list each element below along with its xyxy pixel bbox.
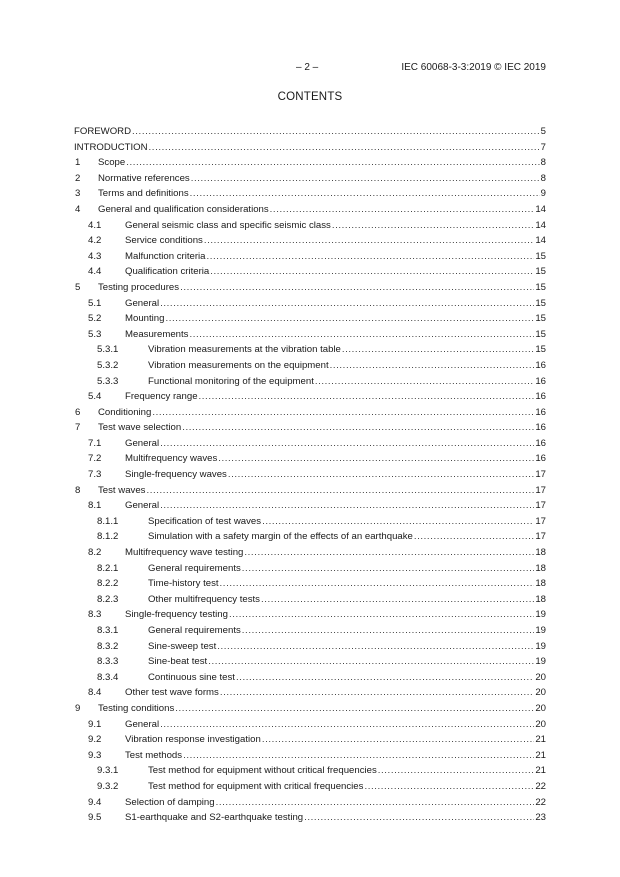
toc-entry[interactable] <box>74 717 546 733</box>
toc-entry-number: 8.3.3 <box>97 656 119 668</box>
toc-entry-number: 8.1.2 <box>97 531 119 543</box>
toc-entry-label: Other multifrequency tests <box>148 592 261 608</box>
toc-leader-dots <box>180 280 534 296</box>
toc-entry-label: Test wave selection <box>98 420 182 436</box>
toc-entry-page: 16 <box>535 391 546 403</box>
toc-entry-page: 17 <box>535 484 546 496</box>
toc-leader-dots <box>242 561 535 577</box>
toc-entry-label: Multifrequency wave testing <box>125 545 244 561</box>
toc-entry[interactable] <box>74 171 546 187</box>
toc-entry-page: 15 <box>535 250 546 262</box>
toc-leader-dots <box>262 514 534 530</box>
toc-entry-page: 19 <box>535 656 546 668</box>
toc-entry[interactable] <box>74 327 546 343</box>
toc-entry-number: 5.3.3 <box>97 375 119 387</box>
toc-entry-page: 18 <box>535 578 546 590</box>
toc-entry-page: 17 <box>535 469 546 481</box>
toc-entry-page: 7 <box>540 141 546 153</box>
toc-leader-dots <box>126 155 539 171</box>
toc-entry-label: Frequency range <box>125 389 199 405</box>
toc-entry-label: Test method for equipment with critical frequencies <box>148 779 364 795</box>
toc-entry[interactable] <box>74 732 546 748</box>
toc-leader-dots <box>218 451 534 467</box>
toc-entry-label: Sine-beat test <box>148 654 208 670</box>
toc-entry-number: 9.3.1 <box>97 765 119 777</box>
toc-entry-number: 7.2 <box>88 453 102 465</box>
toc-leader-dots <box>304 810 534 826</box>
toc-leader-dots <box>190 186 540 202</box>
toc-entry-label: Continuous sine test <box>148 670 236 686</box>
toc-leader-dots <box>204 233 534 249</box>
toc-leader-dots <box>149 140 540 156</box>
toc-entry-number: 8.3 <box>88 609 102 621</box>
toc-entry[interactable] <box>74 280 546 296</box>
toc-entry[interactable] <box>74 701 546 717</box>
toc-leader-dots <box>189 327 534 343</box>
toc-entry[interactable] <box>74 296 546 312</box>
toc-leader-dots <box>191 171 540 187</box>
toc-entry-number: 7.1 <box>88 437 102 449</box>
toc-leader-dots <box>236 670 534 686</box>
toc-entry-label: S1-earthquake and S2-earthquake testing <box>125 810 304 826</box>
toc-entry-page: 22 <box>535 796 546 808</box>
toc-entry-number: 5.3.2 <box>97 359 119 371</box>
toc-entry-label: General seismic class and specific seismic class <box>125 218 332 234</box>
page-header-standard: IEC 60068-3-3:2019 © IEC 2019 <box>401 62 546 73</box>
toc-leader-dots <box>244 545 534 561</box>
toc-entry-label: Conditioning <box>98 405 152 421</box>
toc-entry-label: Vibration response investigation <box>125 732 262 748</box>
toc-entry-page: 5 <box>540 126 546 137</box>
toc-entry[interactable] <box>74 483 546 499</box>
toc-entry-page: 8 <box>540 172 546 184</box>
toc-entry[interactable] <box>74 358 546 374</box>
toc-leader-dots <box>364 779 534 795</box>
toc-entry-page: 20 <box>535 687 546 699</box>
toc-entry[interactable] <box>74 374 546 390</box>
toc-entry[interactable] <box>74 748 546 764</box>
toc-entry-label: Vibration measurements on the equipment <box>148 358 330 374</box>
toc-entry-number: 7 <box>75 422 81 434</box>
toc-entry-label: Other test wave forms <box>125 685 220 701</box>
toc-entry-number: 8.2.1 <box>97 562 119 574</box>
toc-entry-label: Test method for equipment without critical frequencies <box>148 763 378 779</box>
toc-entry-label: Sine-sweep test <box>148 639 217 655</box>
toc-entry-number: 8.2.2 <box>97 578 119 590</box>
toc-entry-number: 4.3 <box>88 250 102 262</box>
toc-entry-label: Single-frequency waves <box>125 467 228 483</box>
toc-entry-page: 23 <box>535 812 546 824</box>
toc-entry-number: 5 <box>75 281 81 293</box>
toc-entry-number: 8.1.1 <box>97 515 119 527</box>
toc-leader-dots <box>220 685 534 701</box>
toc-entry-label: Service conditions <box>125 233 204 249</box>
toc-entry-page: 22 <box>535 780 546 792</box>
toc-entry-label: Test methods <box>125 748 183 764</box>
toc-entry-page: 19 <box>535 640 546 652</box>
toc-entry-number: 8.3.1 <box>97 625 119 636</box>
toc-entry-label: Mounting <box>125 311 165 327</box>
toc-entry[interactable] <box>74 654 546 670</box>
toc-entry-label: Single-frequency testing <box>125 607 229 623</box>
toc-entry-label: Multifrequency waves <box>125 451 218 467</box>
toc-entry[interactable] <box>74 264 546 280</box>
toc-entry-label: INTRODUCTION <box>74 140 149 156</box>
toc-entry[interactable] <box>74 233 546 249</box>
toc-entry-label: Testing procedures <box>98 280 180 296</box>
toc-entry-page: 20 <box>535 671 546 683</box>
toc-entry-number: 5.2 <box>88 313 102 325</box>
toc-entry-page: 17 <box>535 500 546 512</box>
toc-entry-number: 4.1 <box>88 219 102 231</box>
toc-entry-page: 18 <box>535 562 546 574</box>
toc-entry-label: Testing conditions <box>98 701 175 717</box>
toc-entry[interactable] <box>74 420 546 436</box>
toc-entry[interactable] <box>74 779 546 795</box>
toc-leader-dots <box>216 795 535 811</box>
toc-entry-page: 14 <box>535 203 546 215</box>
toc-leader-dots <box>330 358 535 374</box>
toc-leader-dots <box>132 124 540 140</box>
toc-leader-dots <box>152 405 534 421</box>
toc-entry-label: Simulation with a safety margin of the effects of an earthquake <box>148 529 414 545</box>
toc-entry-label: General <box>125 498 160 514</box>
table-of-contents <box>74 124 546 826</box>
toc-entry-number: 4 <box>75 203 81 215</box>
toc-entry-page: 20 <box>535 702 546 714</box>
toc-entry[interactable] <box>74 592 546 608</box>
toc-entry-page: 16 <box>535 406 546 418</box>
toc-leader-dots <box>160 498 534 514</box>
toc-entry-page: 16 <box>535 453 546 465</box>
toc-entry-page: 16 <box>535 437 546 449</box>
toc-entry-page: 21 <box>535 749 546 761</box>
toc-entry[interactable] <box>74 311 546 327</box>
toc-entry-page: 9 <box>540 188 546 200</box>
toc-entry-number: 8.3.4 <box>97 671 119 683</box>
toc-leader-dots <box>160 717 534 733</box>
toc-entry[interactable] <box>74 405 546 421</box>
toc-leader-dots <box>183 748 534 764</box>
toc-entry-label: Selection of damping <box>125 795 216 811</box>
toc-leader-dots <box>315 374 534 390</box>
toc-entry-page: 15 <box>535 297 546 309</box>
toc-entry-label: Malfunction criteria <box>125 249 207 265</box>
toc-entry[interactable] <box>74 810 546 826</box>
toc-entry[interactable] <box>74 498 546 514</box>
toc-entry-label: General <box>125 436 160 452</box>
toc-entry-number: 8.2.3 <box>97 593 119 605</box>
toc-leader-dots <box>175 701 534 717</box>
toc-leader-dots <box>160 296 534 312</box>
toc-entry-page: 21 <box>535 765 546 777</box>
toc-entry[interactable] <box>74 124 546 140</box>
toc-entry-label: Specification of test waves <box>148 514 262 530</box>
toc-entry-page: 14 <box>535 235 546 247</box>
toc-entry-label: Time-history test <box>148 576 220 592</box>
toc-entry[interactable] <box>74 529 546 545</box>
toc-entry[interactable] <box>74 670 546 686</box>
toc-entry-page: 16 <box>535 422 546 434</box>
toc-entry-label: General and qualification considerations <box>98 202 270 218</box>
toc-entry-number: 9 <box>75 702 81 714</box>
toc-entry[interactable] <box>74 545 546 561</box>
toc-entry-page: 18 <box>535 547 546 559</box>
toc-entry-page: 16 <box>535 359 546 371</box>
toc-leader-dots <box>261 592 534 608</box>
toc-entry-label: Measurements <box>125 327 189 343</box>
toc-entry-number: 9.5 <box>88 812 102 824</box>
toc-entry-label: General requirements <box>148 623 242 639</box>
page-title: CONTENTS <box>277 91 343 103</box>
toc-entry[interactable] <box>74 155 546 171</box>
toc-entry-number: 5.4 <box>88 391 102 403</box>
toc-entry-label: Test waves <box>98 483 146 499</box>
toc-entry-number: 8 <box>75 484 81 496</box>
toc-leader-dots <box>208 654 534 670</box>
toc-leader-dots <box>160 436 534 452</box>
toc-entry-label: Normative references <box>98 171 191 187</box>
toc-entry[interactable] <box>74 140 546 156</box>
toc-entry-number: 1 <box>75 157 81 169</box>
toc-entry-label: Scope <box>98 155 126 171</box>
toc-entry-label: Vibration measurements at the vibration table <box>148 342 342 358</box>
toc-entry-number: 8.1 <box>88 500 102 512</box>
toc-entry[interactable] <box>74 623 546 639</box>
toc-leader-dots <box>262 732 535 748</box>
toc-entry-number: 9.3.2 <box>97 780 119 792</box>
toc-leader-dots <box>207 249 535 265</box>
toc-entry[interactable] <box>74 218 546 234</box>
toc-leader-dots <box>199 389 535 405</box>
toc-entry[interactable] <box>74 607 546 623</box>
toc-entry-page: 19 <box>535 625 546 636</box>
toc-entry[interactable] <box>74 561 546 577</box>
toc-entry[interactable] <box>74 685 546 701</box>
toc-leader-dots <box>146 483 534 499</box>
toc-entry-number: 2 <box>75 172 81 184</box>
toc-entry[interactable] <box>74 763 546 779</box>
toc-entry-page: 15 <box>535 281 546 293</box>
toc-entry-number: 6 <box>75 406 81 418</box>
toc-entry-number: 9.4 <box>88 796 102 808</box>
toc-entry-label: General <box>125 296 160 312</box>
toc-entry-page: 19 <box>535 609 546 621</box>
toc-entry-number: 8.3.2 <box>97 640 119 652</box>
toc-entry-number: 7.3 <box>88 469 102 481</box>
toc-entry-number: 3 <box>75 188 81 200</box>
toc-entry-label: FOREWORD <box>74 124 132 140</box>
toc-entry[interactable] <box>74 576 546 592</box>
toc-entry-page: 18 <box>535 593 546 605</box>
toc-entry[interactable] <box>74 202 546 218</box>
toc-entry-label: Terms and definitions <box>98 186 190 202</box>
toc-entry[interactable] <box>74 467 546 483</box>
toc-entry-page: 8 <box>540 157 546 169</box>
toc-leader-dots <box>165 311 534 327</box>
toc-leader-dots <box>182 420 534 436</box>
toc-leader-dots <box>332 218 535 234</box>
toc-entry-page: 20 <box>535 718 546 730</box>
toc-leader-dots <box>220 576 535 592</box>
toc-entry[interactable] <box>74 186 546 202</box>
page-header-number: – 2 – <box>296 62 319 73</box>
toc-entry-number: 9.2 <box>88 734 102 746</box>
toc-entry[interactable] <box>74 514 546 530</box>
toc-leader-dots <box>229 607 534 623</box>
toc-entry-number: 8.4 <box>88 687 102 699</box>
toc-entry[interactable] <box>74 639 546 655</box>
toc-entry[interactable] <box>74 342 546 358</box>
toc-entry-page: 14 <box>535 219 546 231</box>
toc-leader-dots <box>342 342 534 358</box>
toc-leader-dots <box>217 639 534 655</box>
toc-entry-page: 16 <box>535 375 546 387</box>
toc-entry-number: 4.2 <box>88 235 102 247</box>
toc-entry[interactable] <box>74 249 546 265</box>
toc-leader-dots <box>270 202 535 218</box>
toc-entry-page: 15 <box>535 328 546 340</box>
toc-entry-page: 17 <box>535 515 546 527</box>
toc-entry-number: 8.2 <box>88 547 102 559</box>
toc-entry-number: 5.3.1 <box>97 344 119 356</box>
toc-entry-number: 9.3 <box>88 749 102 761</box>
toc-entry[interactable] <box>74 795 546 811</box>
toc-entry-page: 15 <box>535 344 546 356</box>
toc-leader-dots <box>242 623 535 639</box>
toc-entry-page: 15 <box>535 313 546 325</box>
toc-leader-dots <box>378 763 535 779</box>
toc-entry-label: Qualification criteria <box>125 264 210 280</box>
toc-entry[interactable] <box>74 451 546 467</box>
toc-leader-dots <box>414 529 534 545</box>
toc-entry-number: 4.4 <box>88 266 102 278</box>
toc-entry-label: Functional monitoring of the equipment <box>148 374 315 390</box>
toc-entry-page: 21 <box>535 734 546 746</box>
toc-leader-dots <box>228 467 534 483</box>
toc-entry-number: 9.1 <box>88 718 102 730</box>
toc-entry-number: 5.3 <box>88 328 102 340</box>
toc-entry-label: General <box>125 717 160 733</box>
toc-entry[interactable] <box>74 436 546 452</box>
toc-entry-number: 5.1 <box>88 297 102 309</box>
toc-entry-label: General requirements <box>148 561 242 577</box>
toc-entry-page: 17 <box>535 531 546 543</box>
toc-entry-page: 15 <box>535 266 546 278</box>
toc-entry[interactable] <box>74 389 546 405</box>
toc-leader-dots <box>210 264 534 280</box>
